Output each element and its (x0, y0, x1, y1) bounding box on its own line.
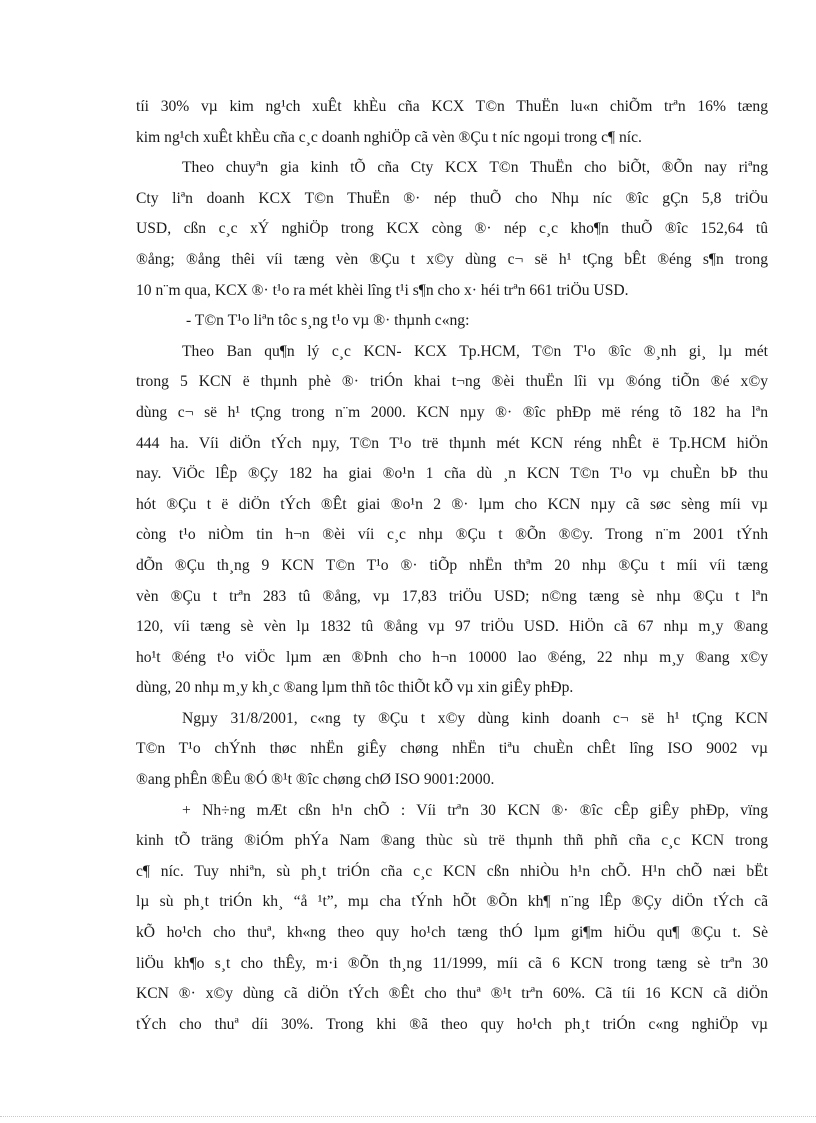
text-line: liÖu kh¶o s¸t cho thÊy, m·i ®Õn th¸ng 11/1999, míi cã 6 KCN trong tæng sè trªn 30 (136, 954, 768, 972)
text-line: ®ång; ®ång thêi víi tæng vèn ®Çu t x©y dùng c¬ së h¹ tÇng bÊt ®éng s¶n trong (136, 250, 768, 268)
page-bottom-border (0, 1116, 816, 1117)
text-line: + Nh÷ng mÆt cßn h¹n chÕ : Víi trªn 30 KCN ®· ®îc cÊp giÊy phÐp, vïng (182, 801, 768, 819)
text-line: dÕn ®Çu th¸ng 9 KCN T©n T¹o ®· tiÕp nhËn thªm 20 nhµ ®Çu t míi víi tæng (136, 556, 768, 574)
text-line: còng t¹o niÒm tin h¬n ®èi víi c¸c nhµ ®Çu t ®Õn ®©y. Trong n¨m 2001 tÝnh (136, 526, 768, 544)
text-line: kim ng¹ch xuÊt khÈu cña c¸c doanh nghiÖp cã vèn ®Çu t níc ngoµi trong c¶ níc. (136, 128, 642, 146)
text-line: tÝch cho thuª díi 30%. Trong khi ®ã theo quy ho¹ch ph¸t triÓn c«ng nghiÖp vµ (136, 1015, 768, 1033)
text-line: 444 ha. Víi diÖn tÝch nµy, T©n T¹o trë thµnh mét KCN réng nhÊt ë Tp.HCM hiÖn (136, 434, 768, 452)
text-line: ®ang phÊn ®Êu ®Ó ®¹t ®îc chøng chØ ISO 9001:2000. (136, 771, 495, 789)
text-line: USD, cßn c¸c xÝ nghiÖp trong KCX còng ®· nép c¸c kho¶n thuÕ ®îc 152,64 tû (136, 220, 768, 238)
text-line: tíi 30% vµ kim ng¹ch xuÊt khÈu cña KCX T©n ThuËn lu«n chiÕm trªn 16% tæng (136, 98, 768, 115)
text-line: kinh tÕ träng ®iÓm phÝa Nam ®ang thùc sù trë thµnh thñ phñ cña c¸c KCN trong (136, 832, 768, 850)
text-line: kÕ ho¹ch cho thuª, kh«ng theo quy ho¹ch tæng thÓ lµm gi¶m hiÖu qu¶ ®Çu t. Sè (136, 924, 768, 942)
text-line: 120, víi tæng sè vèn lµ 1832 tû ®ång vµ 97 triÖu USD. HiÖn cã 67 nhµ m¸y ®ang (136, 618, 768, 636)
text-line: vèn ®Çu t trªn 283 tû ®ång, vµ 17,83 triÖu USD; n©ng tæng sè nhµ ®Çu t lªn (136, 587, 768, 605)
text-line: 10 n¨m qua, KCX ®· t¹o ra mét khèi lîng t¹i s¶n cho x· héi trªn 661 triÖu USD. (136, 281, 629, 299)
text-line: Cty liªn doanh KCX T©n ThuËn ®· nép thuÕ cho Nhµ níc ®îc gÇn 5,8 triÖu (136, 189, 768, 207)
text-line: - T©n T¹o liªn tôc s¸ng t¹o vµ ®· thµnh c«ng: (186, 312, 470, 330)
text-line: trong 5 KCN ë thµnh phè ®· triÓn khai t¬ng ®èi thuËn lîi vµ ®óng tiÕn ®é x©y (136, 373, 768, 391)
text-line: ho¹t ®éng t¹o viÖc lµm æn ®Þnh cho h¬n 10000 lao ®éng, 22 nhµ m¸y ®ang x©y (136, 648, 768, 666)
text-line: hót ®Çu t ë diÖn tÝch ®Êt giai ®o¹n 2 ®· lµm cho KCN nµy cã søc sèng míi vµ (136, 495, 768, 513)
text-line: T©n T¹o chÝnh thøc nhËn giÊy chøng nhËn tiªu chuÈn chÊt lîng ISO 9002 vµ (136, 740, 768, 758)
text-line: Theo chuyªn gia kinh tÕ cña Cty KCX T©n ThuËn cho biÕt, ®Õn nay riªng (182, 159, 768, 177)
body-text (136, 92, 768, 1040)
text-line: dùng c¬ së h¹ tÇng trong n¨m 2000. KCN nµy ®· ®îc phÐp më réng tõ 182 ha lªn (136, 403, 768, 421)
text-line: KCN ®· x©y dùng cã diÖn tÝch ®Êt cho thuª ®¹t trªn 60%. Cã tíi 16 KCN cã diÖn (136, 985, 768, 1003)
text-line: Ngµy 31/8/2001, c«ng ty ®Çu t x©y dùng kinh doanh c¬ së h¹ tÇng KCN (182, 709, 768, 727)
text-line: lµ sù ph¸t triÓn kh¸ “å ¹t”, mµ cha tÝnh hÕt ®Õn kh¶ n¨ng lÊp ®Çy diÖn tÝch cã (136, 893, 768, 911)
text-line: Theo Ban qu¶n lý c¸c KCN- KCX Tp.HCM, T©n T¹o ®îc ®¸nh gi¸ lµ mét (182, 342, 768, 360)
text-line: dùng, 20 nhµ m¸y kh¸c ®ang lµm thñ tôc thiÕt kÕ vµ xin giÊy phÐp. (136, 679, 574, 697)
text-line: c¶ níc. Tuy nhiªn, sù ph¸t triÓn cña c¸c KCN cßn nhiÒu h¹n chÕ. H¹n chÕ næi bËt (136, 862, 768, 880)
text-line: nay. ViÖc lÊp ®Çy 182 ha giai ®o¹n 1 cña dù ¸n KCN T©n T¹o vµ chuÈn bÞ thu (136, 465, 768, 483)
